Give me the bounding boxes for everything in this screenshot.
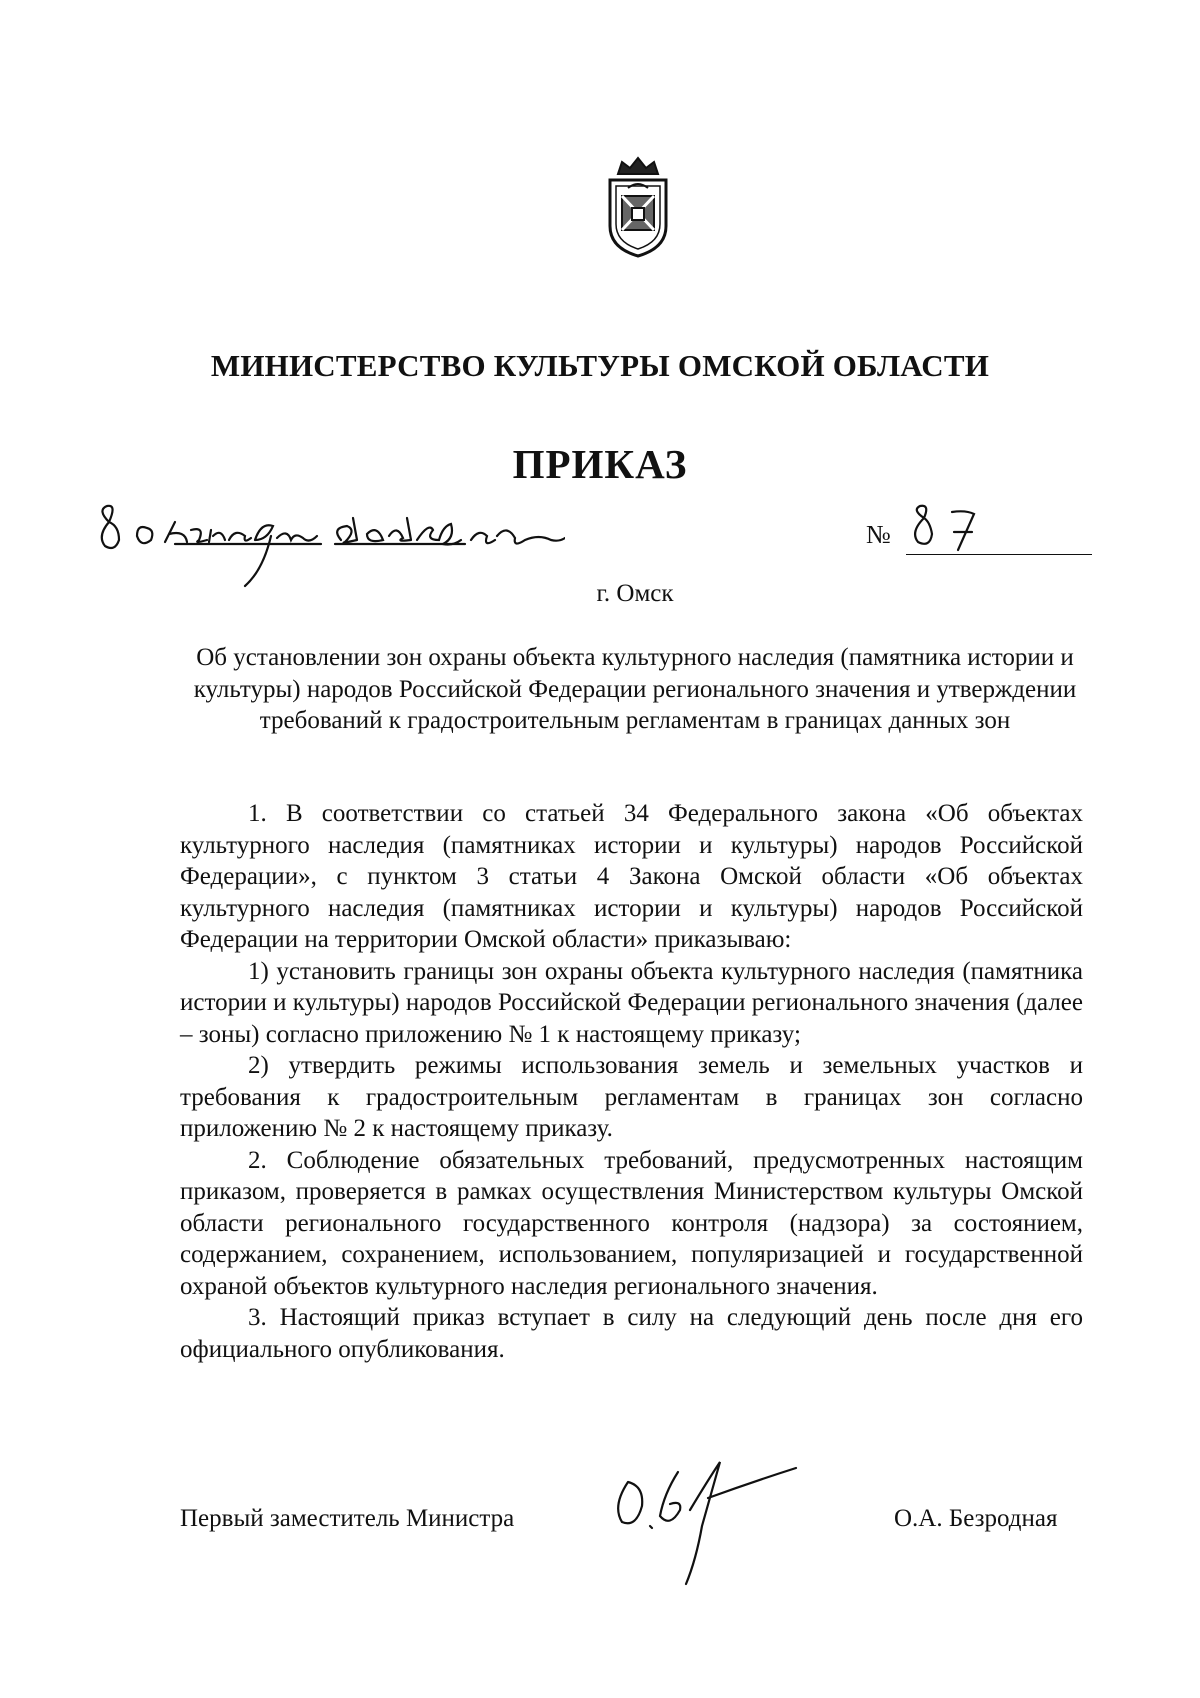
handwritten-signature	[612, 1450, 812, 1600]
coat-of-arms-icon	[598, 156, 678, 260]
order-body	[180, 798, 1083, 1365]
paragraph: 3. Настоящий приказ вступает в силу на следующий день после дня его официального опубликования.	[180, 1304, 1083, 1363]
paragraph: 2. Соблюдение обязательных требований, предусмотренных настоящим приказом, проверяется в рамках осуществления Министерством культуры Омской области регионального государственного контроля (надзора) за состоянием, содержанием, сохранением, использованием, популяризацией и государственной охраной объектов культурного наследия регионального значения.	[180, 1146, 1083, 1300]
number-label: №	[866, 520, 891, 549]
paragraph: 1) установить границы зон охраны объекта культурного наследия (памятника истории и культуры) народов Российской Федерации регионального значения (далее – зоны) согласно приложению № 1 к настоящему приказу;	[180, 957, 1083, 1048]
order-subject: Об установлении зон охраны объекта культурного наследия (памятника истории и культуры) народов Российской Федерации регионального значения и утверждении требований к градостроительным регламентам в границах данных зон	[193, 644, 1077, 734]
number-underline	[906, 554, 1092, 555]
document-type: ПРИКАЗ	[512, 441, 688, 487]
ministry-name: МИНИСТЕРСТВО КУЛЬТУРЫ ОМСКОЙ ОБЛАСТИ	[210, 348, 990, 383]
city: г. Омск	[596, 580, 674, 607]
paragraph: 1. В соответствии со статьей 34 Федерального закона «Об объектах культурного наследия (памятниках истории и культуры) народов Российской Федерации», с пунктом 3 статьи 4 Закона Омской области «Об объектах культурного наследия (памятниках истории и культуры) народов Российской Федерации на территории Омской области» приказываю:	[180, 800, 1083, 953]
handwritten-number	[906, 500, 1026, 560]
handwritten-date	[95, 500, 565, 590]
signatory-name: О.А. Безродная	[894, 1505, 1058, 1532]
paragraph: 2) утвердить режимы использования земель и земельных участков и требования к градостроительным регламентам в границах зон согласно приложению № 2 к настоящему приказу.	[180, 1052, 1083, 1142]
signatory-position: Первый заместитель Министра	[180, 1505, 515, 1532]
